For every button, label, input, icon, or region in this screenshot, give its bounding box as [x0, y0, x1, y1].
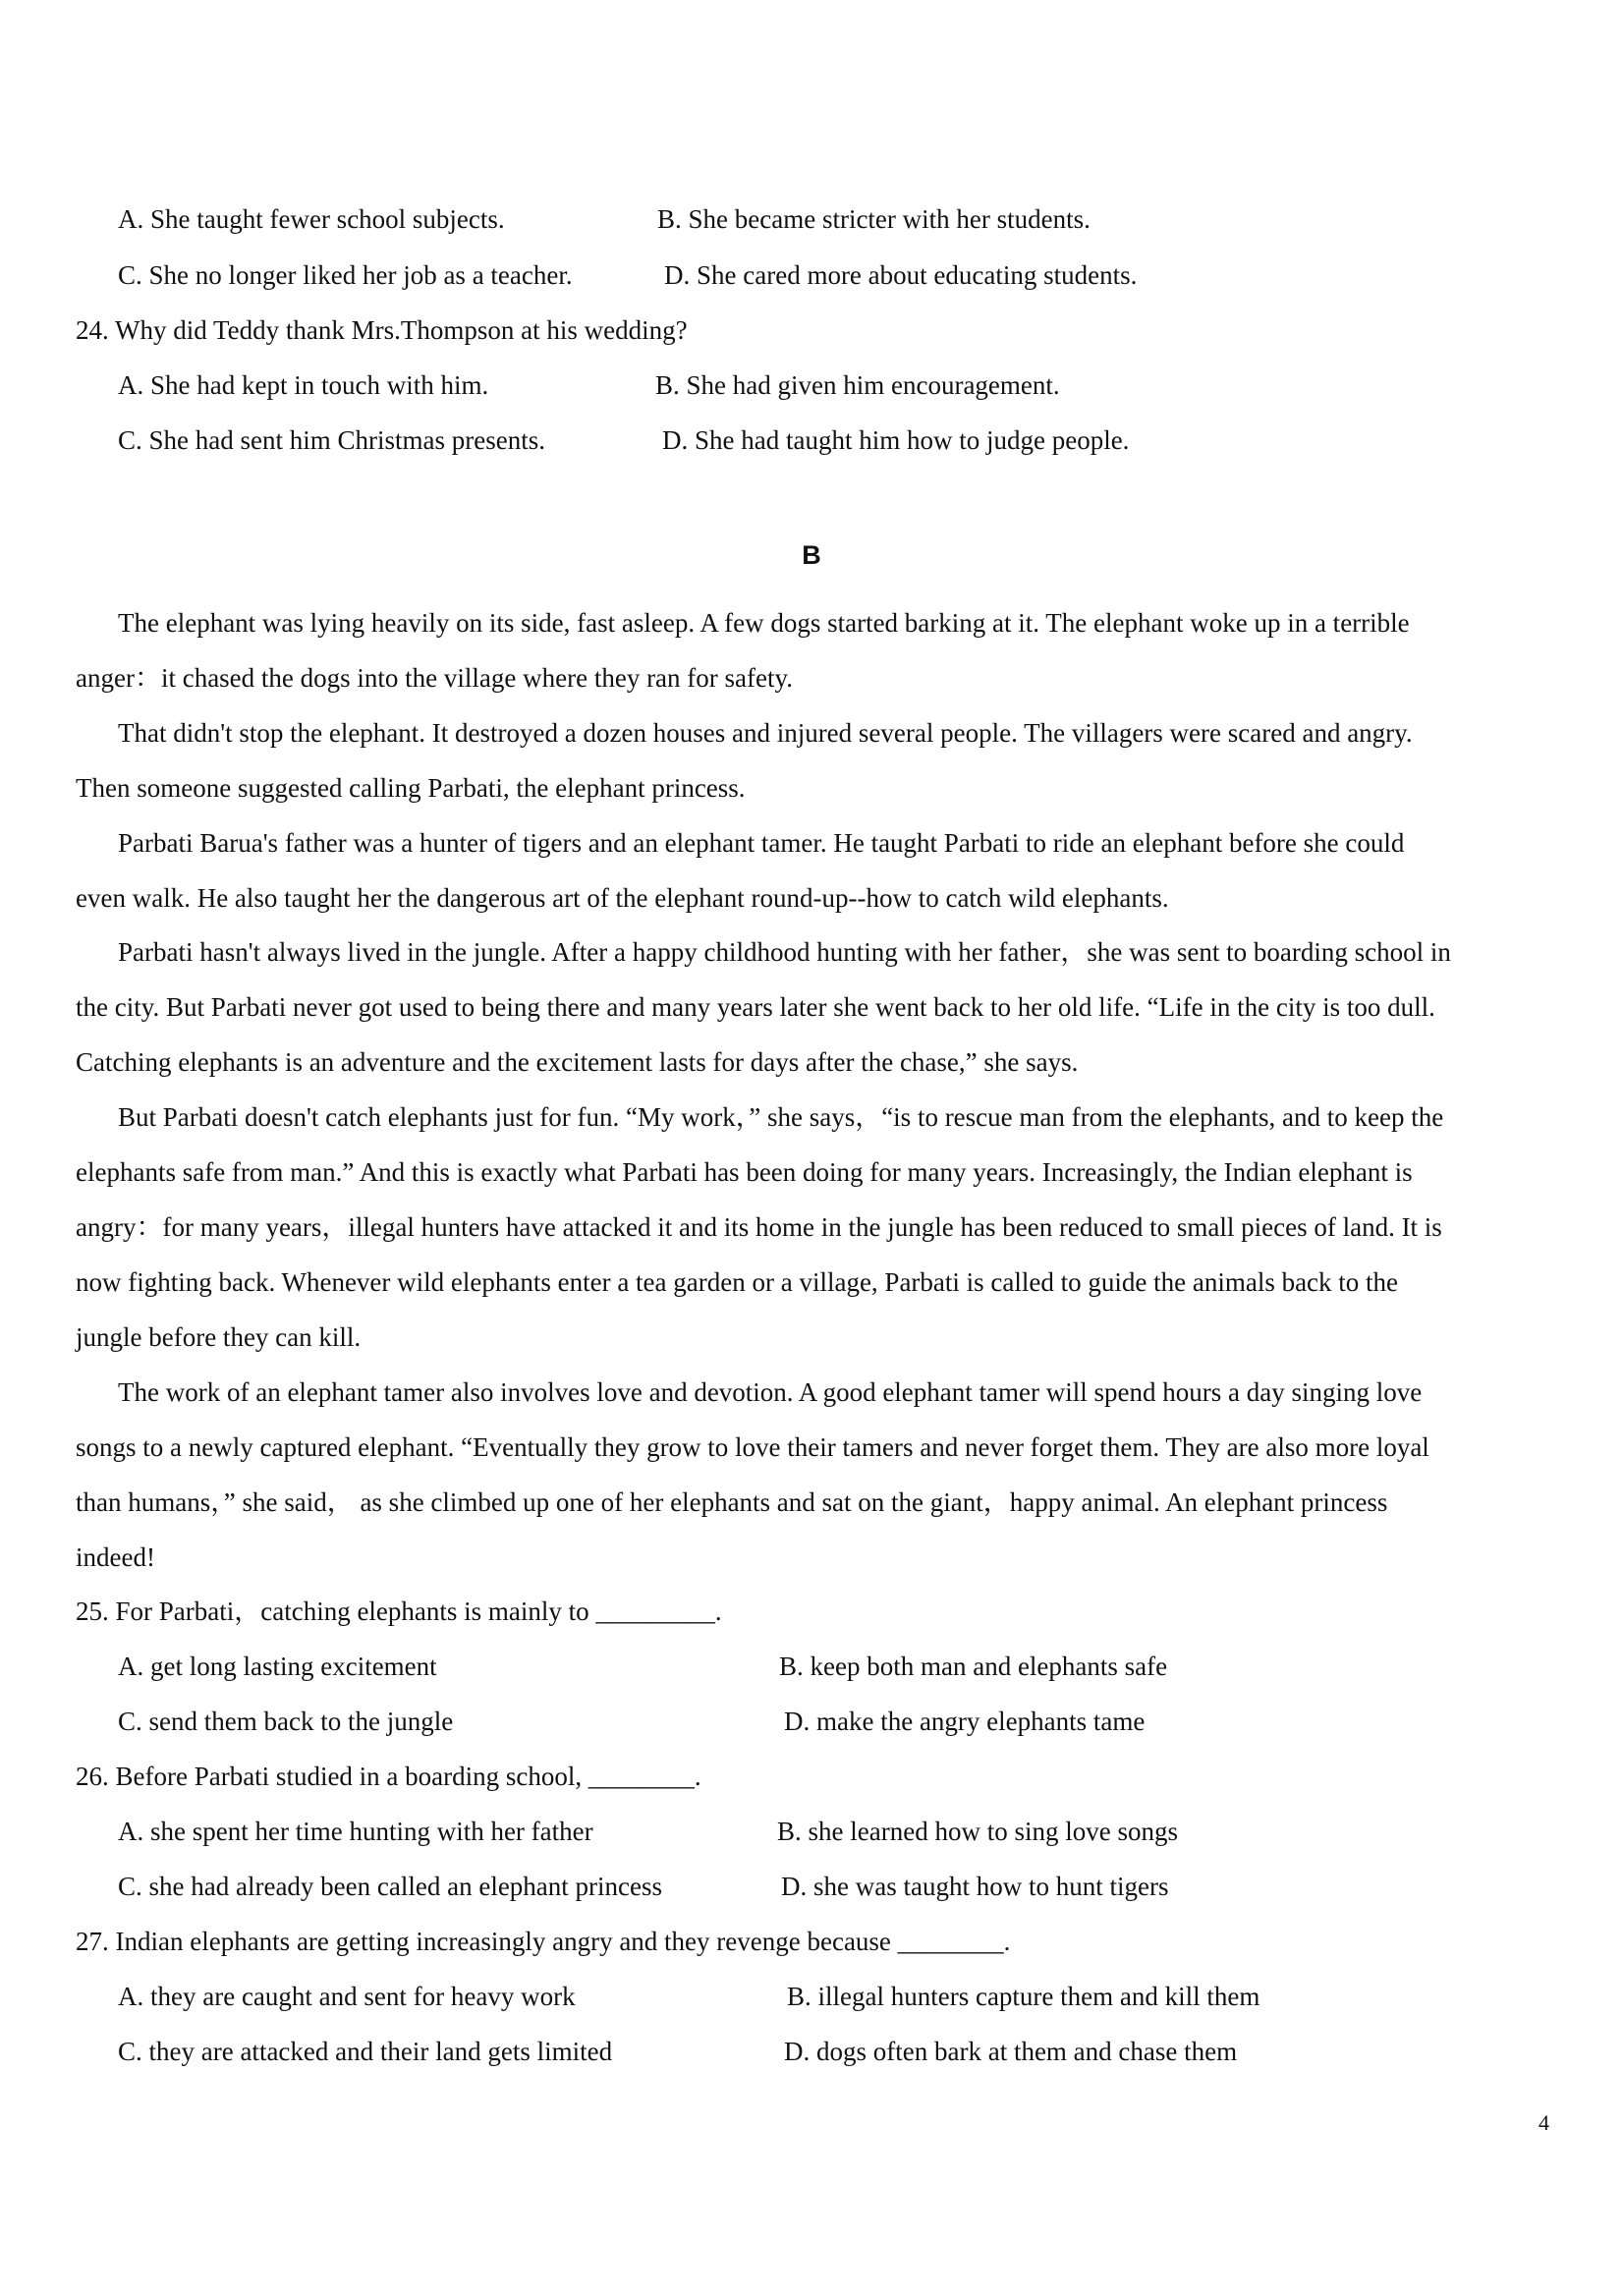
q27-option-d: D. dogs often bark at them and chase them	[784, 2037, 1238, 2066]
q24-option-c: C. She had sent him Christmas presents.	[118, 425, 545, 455]
passage-p1-line: anger：it chased the dogs into the village where they ran for safety.	[76, 663, 793, 693]
q23-option-d: D. She cared more about educating students.	[664, 260, 1138, 290]
passage-p5-line: jungle before they can kill.	[76, 1322, 362, 1352]
section-heading: B	[802, 540, 821, 570]
passage-p5-line: angry：for many years，illegal hunters have attacked it and its home in the jungle has been reduced to small pieces of land. It is	[76, 1212, 1442, 1242]
q23-option-b: B. She became stricter with her students.	[657, 204, 1091, 234]
q27-stem: 27. Indian elephants are getting increasingly angry and they revenge because ________.	[76, 1927, 1011, 1956]
q24-option-d: D. She had taught him how to judge people.	[662, 425, 1130, 455]
q25-stem: 25. For Parbati，catching elephants is mainly to _________.	[76, 1596, 722, 1626]
passage-p5-line: But Parbati doesn't catch elephants just for fun. “My work，” she says，“is to rescue man from the elephants, and to keep the	[118, 1102, 1444, 1132]
passage-p6-line: The work of an elephant tamer also involves love and devotion. A good elephant tamer will spend hours a day singing love	[118, 1377, 1423, 1407]
passage-p3-line: even walk. He also taught her the dangerous art of the elephant round-up--how to catch wild elephants.	[76, 883, 1169, 913]
q25-option-b: B. keep both man and elephants safe	[779, 1652, 1168, 1681]
passage-p2-line: Then someone suggested calling Parbati, the elephant princess.	[76, 773, 746, 803]
page-number: 4	[1539, 2110, 1549, 2135]
q24-option-a: A. She had kept in touch with him.	[118, 370, 489, 400]
passage-p1-line: The elephant was lying heavily on its side, fast asleep. A few dogs started barking at it. The elephant woke up in a terrible	[118, 608, 1410, 638]
q23-option-c: C. She no longer liked her job as a teacher.	[118, 260, 573, 290]
q25-option-d: D. make the angry elephants tame	[784, 1707, 1146, 1736]
q26-option-d: D. she was taught how to hunt tigers	[781, 1872, 1169, 1901]
q27-option-c: C. they are attacked and their land gets limited	[118, 2037, 613, 2066]
q27-option-a: A. they are caught and sent for heavy work	[118, 1982, 576, 2011]
q25-option-a: A. get long lasting excitement	[118, 1652, 437, 1681]
passage-p4-line: Parbati hasn't always lived in the jungle. After a happy childhood hunting with her father，she was sent to boarding school in	[118, 937, 1451, 967]
passage-p6-line: than humans，” she said， as she climbed up one of her elephants and sat on the giant，happy animal. An elephant princess	[76, 1487, 1388, 1517]
q26-option-a: A. she spent her time hunting with her father	[118, 1817, 593, 1846]
q26-option-c: C. she had already been called an elephant princess	[118, 1872, 663, 1901]
q27-option-b: B. illegal hunters capture them and kill them	[787, 1982, 1260, 2011]
passage-p3-line: Parbati Barua's father was a hunter of tigers and an elephant tamer. He taught Parbati to ride an elephant before she could	[118, 828, 1405, 858]
passage-p5-line: now fighting back. Whenever wild elephants enter a tea garden or a village, Parbati is called to guide the animals back to the	[76, 1267, 1399, 1297]
q25-option-c: C. send them back to the jungle	[118, 1707, 454, 1736]
passage-p6-line: indeed!	[76, 1542, 155, 1572]
passage-p6-line: songs to a newly captured elephant. “Eventually they grow to love their tamers and never forget them. They are also more loyal	[76, 1432, 1429, 1462]
passage-p4-line: Catching elephants is an adventure and the excitement lasts for days after the chase,” she says.	[76, 1047, 1079, 1077]
q24-stem: 24. Why did Teddy thank Mrs.Thompson at his wedding?	[76, 315, 688, 345]
q24-option-b: B. She had given him encouragement.	[655, 370, 1060, 400]
q23-option-a: A. She taught fewer school subjects.	[118, 204, 505, 234]
q26-option-b: B. she learned how to sing love songs	[777, 1817, 1178, 1846]
passage-p2-line: That didn't stop the elephant. It destroyed a dozen houses and injured several people. The villagers were scared and angry.	[118, 718, 1413, 748]
passage-p5-line: elephants safe from man.” And this is exactly what Parbati has been doing for many years. Increasingly, the Indian elephant is	[76, 1157, 1413, 1187]
passage-p4-line: the city. But Parbati never got used to being there and many years later she went back to her old life. “Life in the city is too dull.	[76, 992, 1435, 1022]
q26-stem: 26. Before Parbati studied in a boarding school, ________.	[76, 1762, 701, 1791]
